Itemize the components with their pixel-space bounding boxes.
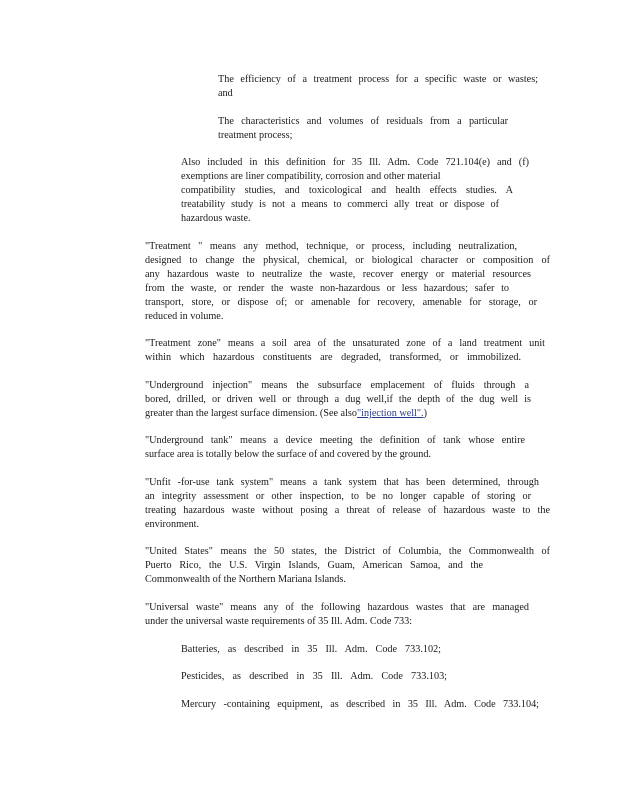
text-line: reduced in volume. (145, 311, 224, 322)
text-line: bored, drilled, or driven well or through a dug well,if the depth of the dug well is (145, 394, 531, 405)
text-line: "Universal waste" means any of the following hazardous wastes that are managed (145, 602, 529, 613)
paragraph-also-included (181, 156, 529, 226)
text-line: "Treatment zone" means a soil area of the unsaturated zone of a land treatment unit (145, 338, 545, 349)
text-line: The characteristics and volumes of residuals from a particular (218, 116, 508, 127)
text-line: Puerto Rico, the U.S. Virgin Islands, Guam, American Samoa, and the (145, 560, 483, 571)
list-item-mercury-containing-equipment (181, 698, 539, 712)
text-line: "United States" means the 50 states, the District of Columbia, the Commonwealth of (145, 546, 550, 557)
text-line: treatability study is not a means to commerci ally treat or dispose of (181, 199, 499, 210)
text-line: Also included in this definition for 35 Ill. Adm. Code 721.104(e) and (f) (181, 157, 529, 168)
text-line: "Treatment " means any method, technique, or process, including neutralization, (145, 241, 517, 252)
text-line (145, 407, 531, 421)
text-line: Pesticides, as described in 35 Ill. Adm. Code 733.103; (181, 671, 447, 682)
text-line: "Unfit -for-use tank system" means a tank system that has been determined, through (145, 477, 539, 488)
list-item-pesticides (181, 670, 447, 684)
text-line: under the universal waste requirements of 35 Ill. Adm. Code 733: (145, 616, 413, 627)
paragraph-residuals (218, 115, 508, 143)
text-line: environment. (145, 519, 200, 530)
text-line: within which hazardous constituents are degraded, transformed, or immobilized. (145, 352, 521, 363)
text-line: transport, store, or dispose of; or amenable for recovery, amenable for storage, or (145, 297, 537, 308)
text-line: "Underground injection" means the subsurface emplacement of fluids through a (145, 380, 529, 391)
text-line: "Underground tank" means a device meeting the definition of tank whose entire (145, 435, 525, 446)
text-line: treating hazardous waste without posing a threat of release of hazardous waste to the (145, 505, 550, 516)
text-line: Mercury -containing equipment, as described in 35 Ill. Adm. Code 733.104; (181, 699, 539, 710)
text-line: any hazardous waste to neutralize the waste, recover energy or material resources (145, 269, 531, 280)
paragraph-treatment-efficiency (218, 73, 538, 101)
definition-universal-waste (145, 601, 531, 629)
text-line: an integrity assessment or other inspection, to be no longer capable of storing or (145, 491, 531, 502)
text-line: exemptions are liner compatibility, corrosion and other material (181, 171, 441, 182)
text-line: from the waste, or render the waste non-hazardous or less hazardous; safer to (145, 283, 509, 294)
definition-underground-tank (145, 434, 525, 462)
definition-treatment (145, 240, 550, 324)
injection-well-cross-reference-link[interactable]: "injection well". (356, 408, 424, 419)
definition-treatment-zone (145, 337, 545, 365)
text-line: Batteries, as described in 35 Ill. Adm. Code 733.102; (181, 644, 441, 655)
definition-united-states (145, 545, 550, 587)
text-segment: greater than the largest surface dimension. (See also (145, 408, 357, 419)
definition-unfit-for-use-tank-system (145, 476, 550, 532)
text-line: treatment process; (218, 130, 293, 141)
text-line: hazardous waste. (181, 213, 251, 224)
text-line: compatibility studies, and toxicological and health effects studies. A (181, 185, 513, 196)
definition-underground-injection (145, 379, 531, 421)
text-line: and (218, 88, 233, 99)
text-line: designed to change the physical, chemical, or biological character or composition of (145, 255, 550, 266)
text-segment: ) (423, 408, 427, 419)
text-line: surface area is totally below the surface of and covered by the ground. (145, 449, 431, 460)
text-line: The efficiency of a treatment process for a specific waste or wastes; (218, 74, 538, 85)
text-line: Commonwealth of the Northern Mariana Islands. (145, 574, 346, 585)
list-item-batteries (181, 643, 441, 657)
